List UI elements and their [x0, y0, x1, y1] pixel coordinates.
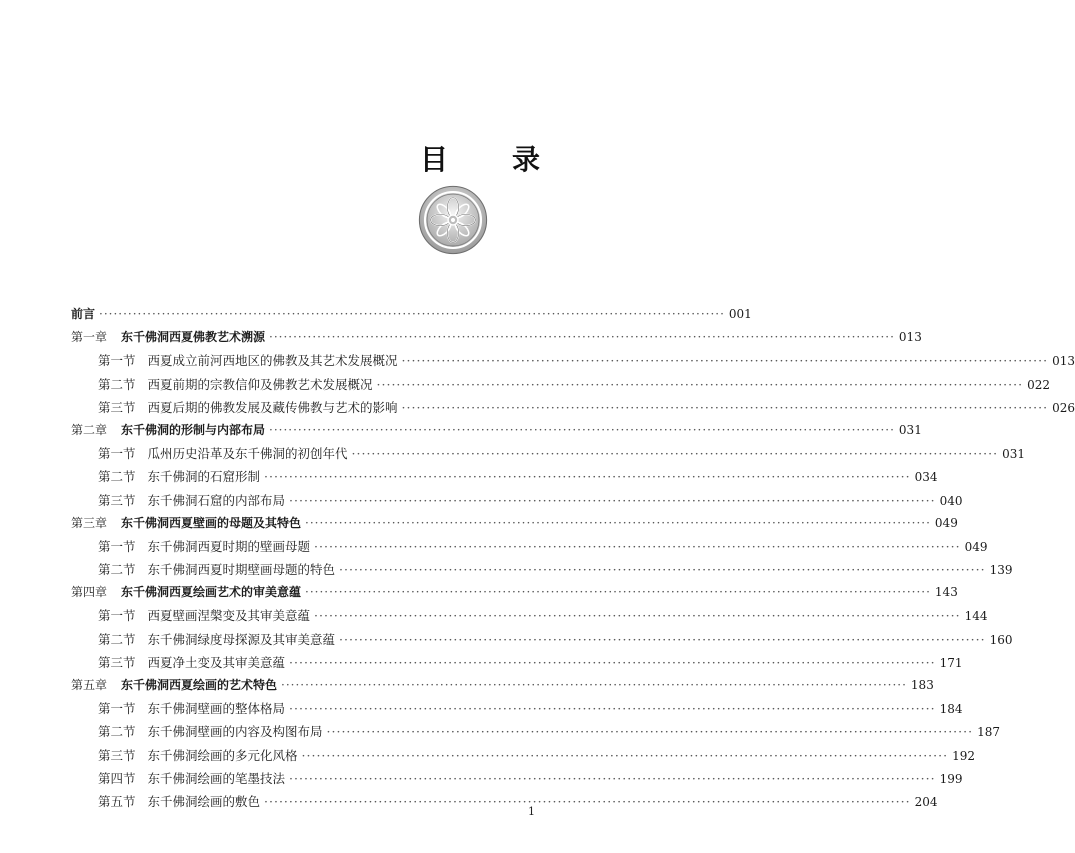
toc-label: 东千佛洞西夏绘画的艺术特色 [121, 678, 278, 692]
toc-section-row[interactable] [71, 651, 963, 674]
toc-leader-dots [314, 604, 961, 627]
toc-leader-dots [269, 419, 895, 442]
toc-section-row[interactable] [71, 558, 1013, 581]
toc-page-number: 034 [914, 470, 938, 485]
toc-number: 第一节 [98, 353, 136, 369]
toc-leader-dots [289, 697, 936, 720]
toc-label: 西夏前期的宗教信仰及佛教艺术发展概况 [147, 376, 373, 392]
toc-chapter-row[interactable] [71, 581, 958, 604]
toc-leader-dots [302, 744, 949, 767]
toc-leader-dots [289, 651, 936, 674]
toc-chapter-row[interactable] [71, 419, 922, 442]
toc-number: 第三节 [98, 747, 136, 763]
toc-label: 东千佛洞西夏时期的壁画母题 [147, 538, 311, 554]
toc-number: 第五节 [98, 793, 136, 809]
toc-number: 第一章 [71, 330, 108, 345]
toc-page-number: 013 [1052, 354, 1075, 369]
toc-leader-dots [314, 535, 961, 558]
toc-page-number: 022 [1027, 377, 1050, 392]
toc-label: 东千佛洞的石窟形制 [147, 469, 261, 485]
toc-chapter-row[interactable] [71, 512, 958, 535]
toc-page-number: 040 [939, 493, 963, 508]
toc-section-row[interactable] [71, 396, 1075, 419]
toc-number: 第二章 [71, 422, 108, 437]
toc-label: 东千佛洞绘画的笔墨技法 [147, 770, 286, 786]
toc-label: 东千佛洞绘画的多元化风格 [147, 747, 298, 763]
toc-page-number: 049 [964, 539, 988, 554]
toc-number: 第二节 [98, 724, 136, 740]
toc-section-row[interactable] [71, 349, 1075, 372]
toc-leader-dots [99, 303, 725, 326]
toc-page-number: 171 [939, 655, 963, 670]
toc-page-number: 001 [728, 307, 752, 321]
toc-number: 第二节 [98, 469, 136, 485]
toc-label: 东千佛洞石窟的内部布局 [147, 492, 286, 508]
toc-leader-dots [269, 326, 895, 349]
toc-leader-dots [289, 767, 936, 790]
toc-page-number: 187 [977, 725, 1000, 740]
toc-leader-dots [327, 720, 974, 743]
toc-number: 第一节 [98, 538, 136, 554]
toc-label: 西夏后期的佛教发展及藏传佛教与艺术的影响 [147, 399, 398, 415]
toc-page-number: 183 [910, 678, 934, 692]
toc-page-number: 160 [989, 632, 1013, 647]
toc-number: 第五章 [71, 678, 108, 692]
toc-label: 东千佛洞西夏时期壁画母题的特色 [147, 562, 336, 578]
toc-page-number: 204 [914, 794, 938, 809]
toc-number: 第二节 [98, 631, 136, 647]
toc-label: 东千佛洞西夏佛教艺术溯源 [121, 330, 266, 345]
toc-number: 第四章 [71, 585, 108, 600]
toc-label: 东千佛洞绘画的敷色 [147, 793, 261, 809]
page-number: 1 [528, 805, 535, 818]
toc-section-row[interactable] [71, 720, 1000, 743]
toc-leader-dots [305, 581, 931, 604]
toc-label: 东千佛洞西夏绘画艺术的审美意蕴 [121, 585, 302, 600]
toc-leader-dots [402, 349, 1049, 372]
toc-page-number: 144 [964, 609, 988, 624]
toc-number: 第三章 [71, 515, 108, 530]
toc-label: 东千佛洞壁画的内容及构图布局 [147, 724, 323, 740]
toc-page-number: 192 [952, 748, 975, 763]
toc-section-row[interactable] [71, 628, 1013, 651]
toc-section-row[interactable] [71, 465, 938, 488]
toc-section-row[interactable] [71, 373, 1050, 396]
toc-page-number: 031 [1002, 447, 1025, 462]
toc-page-number: 049 [934, 515, 958, 530]
toc-number: 第二节 [98, 376, 136, 392]
toc-number: 第三节 [98, 399, 136, 415]
toc-leader-dots [339, 558, 986, 581]
toc-number: 第三节 [98, 654, 136, 670]
toc-leader-dots [402, 396, 1049, 419]
lotus-medallion-icon [418, 185, 488, 255]
toc-leader-dots [339, 628, 986, 651]
toc-section-row[interactable] [71, 744, 975, 767]
toc-section-row[interactable] [71, 790, 938, 813]
toc-label: 东千佛洞西夏壁画的母题及其特色 [121, 515, 302, 530]
toc-number: 第四节 [98, 770, 136, 786]
toc-leader-dots [264, 790, 911, 813]
page-title: 目 录 [420, 143, 559, 176]
toc-label: 前言 [71, 307, 96, 321]
toc-section-row[interactable] [71, 535, 988, 558]
toc-page-number: 031 [898, 422, 922, 437]
toc-page-number: 139 [989, 563, 1013, 578]
toc-label: 东千佛洞的形制与内部布局 [121, 422, 266, 437]
toc-section-row[interactable] [71, 442, 1025, 465]
toc-number: 第二节 [98, 562, 136, 578]
toc-section-row[interactable] [71, 697, 963, 720]
toc-page-number: 013 [898, 330, 922, 345]
table-of-contents [71, 303, 1075, 813]
toc-label: 西夏净土变及其审美意蕴 [147, 654, 286, 670]
toc-section-row[interactable] [71, 767, 963, 790]
toc-section-row[interactable] [71, 604, 988, 627]
toc-leader-dots [289, 489, 936, 512]
toc-label: 西夏成立前河西地区的佛教及其艺术发展概况 [147, 353, 398, 369]
toc-chapter-row[interactable] [71, 303, 752, 326]
toc-page-number: 184 [939, 702, 963, 717]
toc-page-number: 026 [1052, 400, 1075, 415]
toc-label: 瓜州历史沿革及东千佛洞的初创年代 [147, 446, 348, 462]
toc-leader-dots [352, 442, 999, 465]
toc-number: 第三节 [98, 492, 136, 508]
toc-leader-dots [281, 674, 907, 697]
toc-label: 东千佛洞绿度母探源及其审美意蕴 [147, 631, 336, 647]
toc-number: 第一节 [98, 701, 136, 717]
toc-number: 第一节 [98, 608, 136, 624]
toc-section-row[interactable] [71, 489, 963, 512]
toc-leader-dots [377, 373, 1024, 396]
toc-leader-dots [264, 465, 911, 488]
toc-leader-dots [305, 512, 931, 535]
toc-label: 西夏壁画涅槃变及其审美意蕴 [147, 608, 311, 624]
toc-chapter-row[interactable] [71, 674, 934, 697]
toc-page-number: 199 [939, 771, 963, 786]
toc-page-number: 143 [934, 585, 958, 600]
toc-number: 第一节 [98, 446, 136, 462]
toc-label: 东千佛洞壁画的整体格局 [147, 701, 286, 717]
toc-chapter-row[interactable] [71, 326, 922, 349]
